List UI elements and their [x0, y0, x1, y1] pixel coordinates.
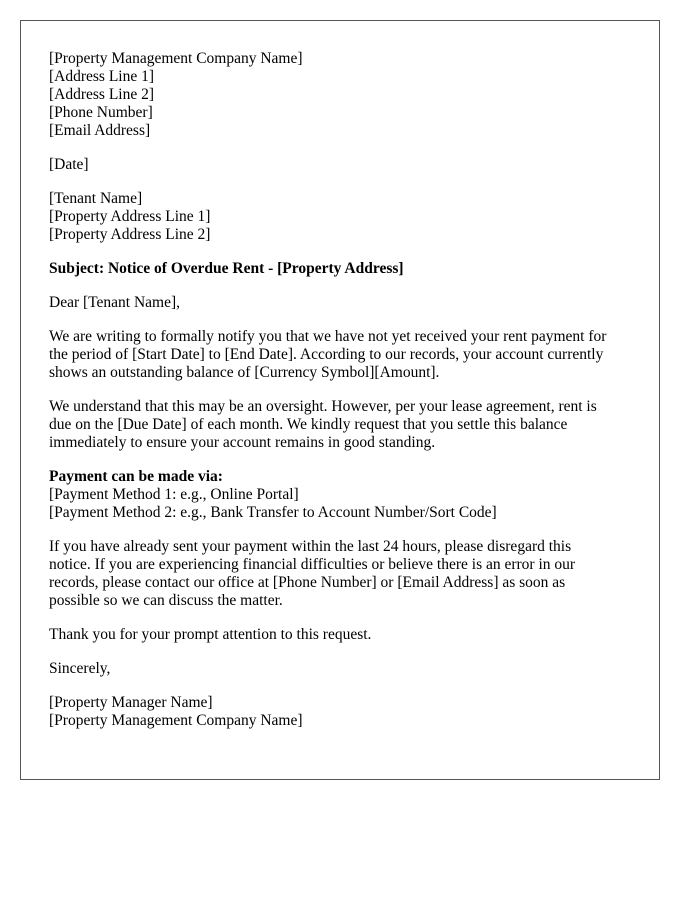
paragraph-line: We understand that this may be an oversight. However, per your lease agreement, rent is: [49, 398, 597, 415]
salutation-block: [49, 294, 631, 312]
subject-block: [49, 260, 631, 278]
sender-phone: [Phone Number]: [49, 104, 153, 121]
recipient-address-line-2: [Property Address Line 2]: [49, 226, 211, 243]
paragraph-line: immediately to ensure your account remains in good standing.: [49, 434, 436, 451]
paragraph-line: records, please contact our office at [Phone Number] or [Email Address] as soon as: [49, 574, 566, 591]
letter-date: [Date]: [49, 156, 89, 173]
thanks-line: Thank you for your prompt attention to this request.: [49, 626, 372, 643]
recipient-block: [49, 190, 631, 244]
sender-address-line-2: [Address Line 2]: [49, 86, 155, 103]
sender-address-line-1: [Address Line 1]: [49, 68, 155, 85]
signature-name: [Property Manager Name]: [49, 694, 213, 711]
payment-heading: Payment can be made via:: [49, 468, 223, 485]
subject-line: Subject: Notice of Overdue Rent - [Property Address]: [49, 260, 404, 277]
paragraph-line: notice. If you are experiencing financial difficulties or believe there is an error in our: [49, 556, 576, 573]
closing-line: Sincerely,: [49, 660, 111, 677]
thanks-block: [49, 626, 631, 644]
paragraph-line: shows an outstanding balance of [Currency Symbol][Amount].: [49, 364, 440, 381]
paragraph-overdue-notice: [49, 328, 631, 382]
paragraph-line: the period of [Start Date] to [End Date]. According to our records, your account currently: [49, 346, 604, 363]
payment-method-1: [Payment Method 1: e.g., Online Portal]: [49, 486, 299, 503]
paragraph-line: possible so we can discuss the matter.: [49, 592, 283, 609]
sender-email: [Email Address]: [49, 122, 151, 139]
sender-block: [49, 50, 631, 140]
date-block: [49, 156, 631, 174]
paragraph-line: We are writing to formally notify you that we have not yet received your rent payment for: [49, 328, 607, 345]
recipient-name: [Tenant Name]: [49, 190, 143, 207]
paragraph-line: due on the [Due Date] of each month. We kindly request that you settle this balance: [49, 416, 568, 433]
payment-method-2: [Payment Method 2: e.g., Bank Transfer to Account Number/Sort Code]: [49, 504, 497, 521]
sender-company: [Property Management Company Name]: [49, 50, 303, 67]
signature-block: [49, 694, 631, 730]
letter: [20, 20, 660, 780]
closing-block: [49, 660, 631, 678]
signature-company: [Property Management Company Name]: [49, 712, 303, 729]
paragraph-disregard-contact: [49, 538, 631, 610]
payment-methods-block: [49, 468, 631, 522]
recipient-address-line-1: [Property Address Line 1]: [49, 208, 211, 225]
paragraph-line: If you have already sent your payment within the last 24 hours, please disregard this: [49, 538, 572, 555]
salutation: Dear [Tenant Name],: [49, 294, 181, 311]
paragraph-lease-terms: [49, 398, 631, 452]
